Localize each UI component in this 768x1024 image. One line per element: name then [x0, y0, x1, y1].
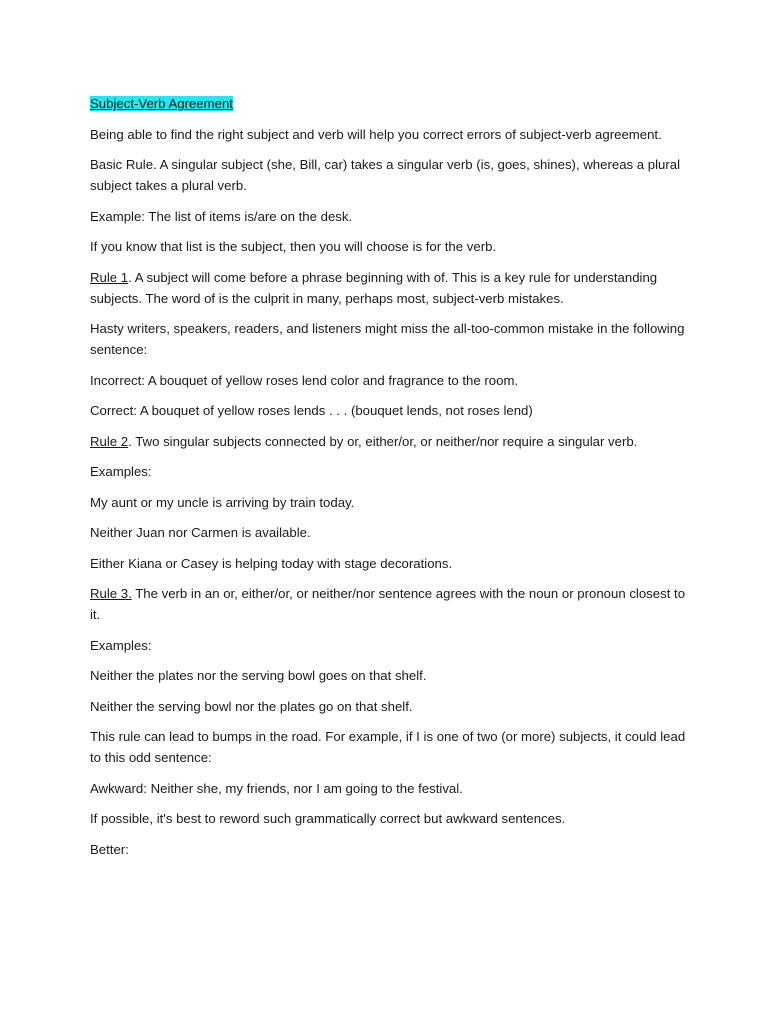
- example-explain-paragraph: If you know that list is the subject, then you will choose is for the verb.: [90, 239, 497, 254]
- examples-heading: Examples:: [90, 464, 152, 479]
- intro-paragraph: Being able to find the right subject and verb will help you correct errors of subject-verb agreement.: [90, 126, 662, 142]
- rule2-example-1: My aunt or my uncle is arriving by train today.: [90, 494, 355, 510]
- awkward-paragraph: Awkward: Neither she, my friends, nor I am going to the festival.: [90, 780, 463, 796]
- incorrect-paragraph: Incorrect: A bouquet of yellow roses lend color and fragrance to the room.: [90, 372, 519, 388]
- rule3-label: Rule 3.: [90, 586, 132, 601]
- title-paragraph: [90, 93, 690, 114]
- basic-rule-paragraph: Basic Rule. A singular subject (she, Bill, car) takes a singular verb (is, goes, shines), whereas a plural subject takes a plural verb.: [90, 157, 681, 193]
- rule1-paragraph: [90, 267, 690, 309]
- rule3-paragraph: [90, 583, 690, 625]
- rule2-example-3: Either Kiana or Casey is helping today with stage decorations.: [90, 555, 453, 571]
- rule3-text: The verb in an or, either/or, or neither/nor sentence agrees with the noun or pronoun closest to it.: [90, 586, 686, 622]
- rule2-label: Rule 2: [90, 433, 129, 449]
- rule3-example-2: Neither the serving bowl nor the plates go on that shelf.: [90, 698, 413, 714]
- rule2-paragraph: [90, 431, 690, 452]
- bumps-paragraph: This rule can lead to bumps in the road. For example, if I is one of two (or more) subjects, it could lead to this odd sentence:: [90, 729, 686, 765]
- hasty-paragraph: Hasty writers, speakers, readers, and listeners might miss the all-too-common mistake in the following sentence:: [90, 321, 685, 357]
- rule2-text: . Two singular subjects connected by or, either/or, or neither/nor require a singular verb.: [128, 433, 638, 449]
- document-title: Subject-Verb Agreement: [90, 96, 233, 111]
- examples-heading: Examples:: [90, 637, 152, 653]
- document-body: [90, 93, 690, 869]
- rule2-example-2: Neither Juan nor Carmen is available.: [90, 525, 311, 540]
- rule1-label: Rule 1: [90, 269, 129, 285]
- better-paragraph: Better:: [90, 841, 129, 857]
- example-list-paragraph: Example: The list of items is/are on the desk.: [90, 208, 353, 224]
- correct-paragraph: Correct: A bouquet of yellow roses lends . . . (bouquet lends, not roses lend): [90, 403, 533, 418]
- reword-paragraph: If possible, it's best to reword such grammatically correct but awkward sentences.: [90, 811, 566, 826]
- rule1-text: . A subject will come before a phrase beginning with of. This is a key rule for understanding subjects. The word of is the culprit in many, perhaps most, subject-verb mistakes.: [90, 269, 658, 306]
- rule3-example-1: Neither the plates nor the serving bowl goes on that shelf.: [90, 668, 427, 683]
